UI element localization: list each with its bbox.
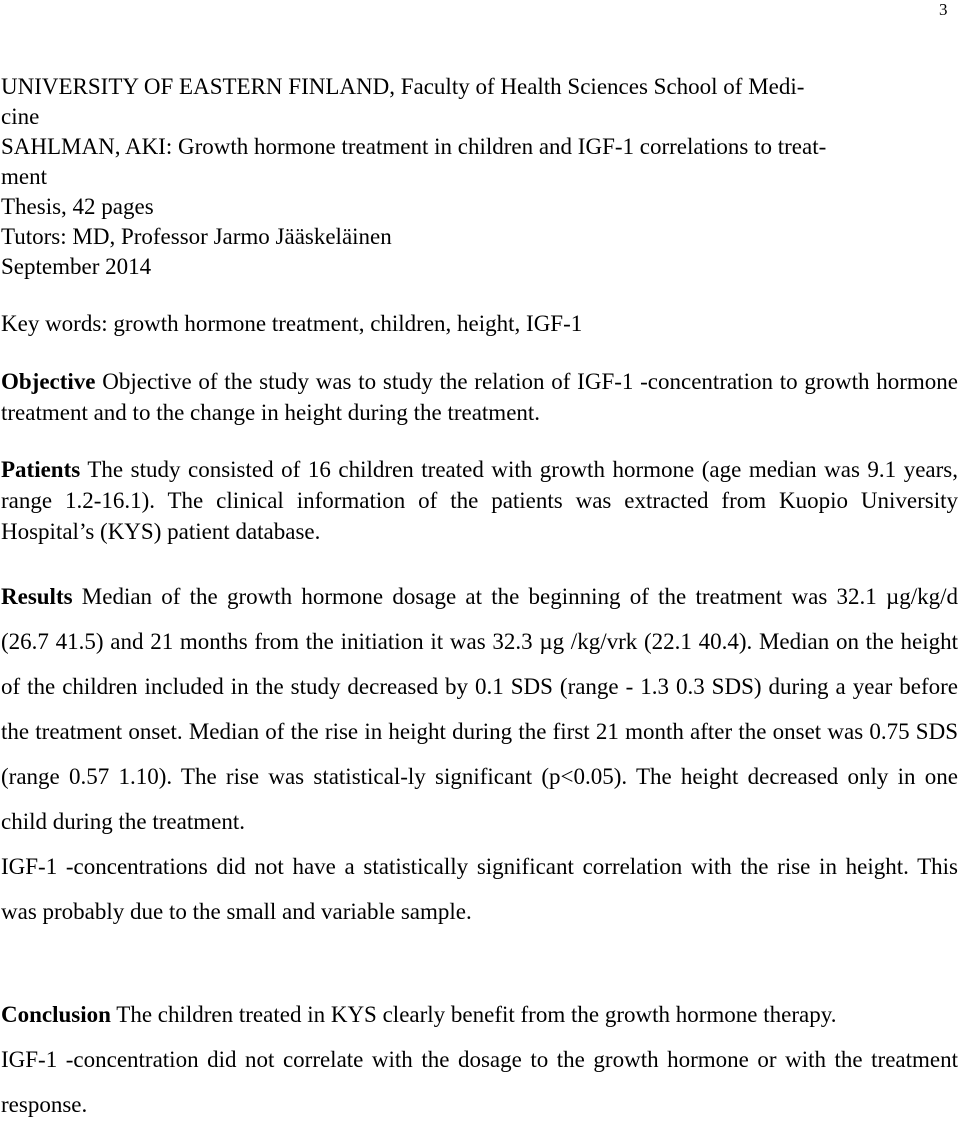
header-thesis-pages: Thesis, 42 pages xyxy=(1,194,154,219)
conclusion-section xyxy=(1,992,958,1127)
keywords: Key words: growth hormone treatment, children, height, IGF-1 xyxy=(1,311,583,336)
conclusion-label: Conclusion xyxy=(1,1002,111,1027)
header-university-line: UNIVERSITY OF EASTERN FINLAND, Faculty of Health Sciences School of Medi- xyxy=(1,74,805,99)
results-paragraph-1 xyxy=(1,574,958,844)
header-title-line-cont: ment xyxy=(1,164,47,189)
abstract-page xyxy=(1,72,958,1127)
patients-text: The study consisted of 16 children treated with growth hormone (age median was 9.1 years, range 1.2-16.1). The clinical information of the patients was extracted from Kuopio University Hospital’s (KYS) patient database. xyxy=(1,457,958,544)
results-section xyxy=(1,574,958,934)
header-block xyxy=(1,72,958,282)
header-university-line-cont: cine xyxy=(1,104,40,129)
results-label: Results xyxy=(1,584,73,609)
header-date: September 2014 xyxy=(1,254,152,279)
results-text-2: IGF-1 -concentrations did not have a statistically significant correlation with the rise in height. This was probably due to the small and variable sample. xyxy=(1,854,958,924)
patients-label: Patients xyxy=(1,457,81,482)
objective-label: Objective xyxy=(1,369,96,394)
conclusion-text-2: IGF-1 -concentration did not correlate with the dosage to the growth hormone or with the treatment response. xyxy=(1,1047,958,1117)
results-text-1: Median of the growth hormone dosage at the beginning of the treatment was 32.1 µg/kg/d (26.7 41.5) and 21 months from the initiation it was 32.3 µg /kg/vrk (22.1 40.4). Median on the height of the children included in the study decreased by 0.1 SDS (range - 1.3 0.3 SDS) during a year before the treatment onset. Median of the rise in height during the first 21 month after the onset was 0.75 SDS (range 0.57 1.10). The rise was statistical-ly significant (p<0.05). The height decreased only in one child during the treatment. xyxy=(1,584,958,834)
conclusion-text-1: The children treated in KYS clearly benefit from the growth hormone therapy. xyxy=(110,1002,837,1027)
objective-section xyxy=(1,366,958,428)
page-number: 3 xyxy=(939,0,948,19)
conclusion-paragraph-1 xyxy=(1,1002,836,1027)
objective-text: Objective of the study was to study the relation of IGF-1 -concentration to growth hormone treatment and to the change in height during the treatment. xyxy=(1,369,958,425)
header-tutors: Tutors: MD, Professor Jarmo Jääskeläinen xyxy=(1,224,392,249)
patients-section xyxy=(1,454,958,547)
header-title-line: SAHLMAN, AKI: Growth hormone treatment in children and IGF-1 correlations to treat- xyxy=(1,134,827,159)
